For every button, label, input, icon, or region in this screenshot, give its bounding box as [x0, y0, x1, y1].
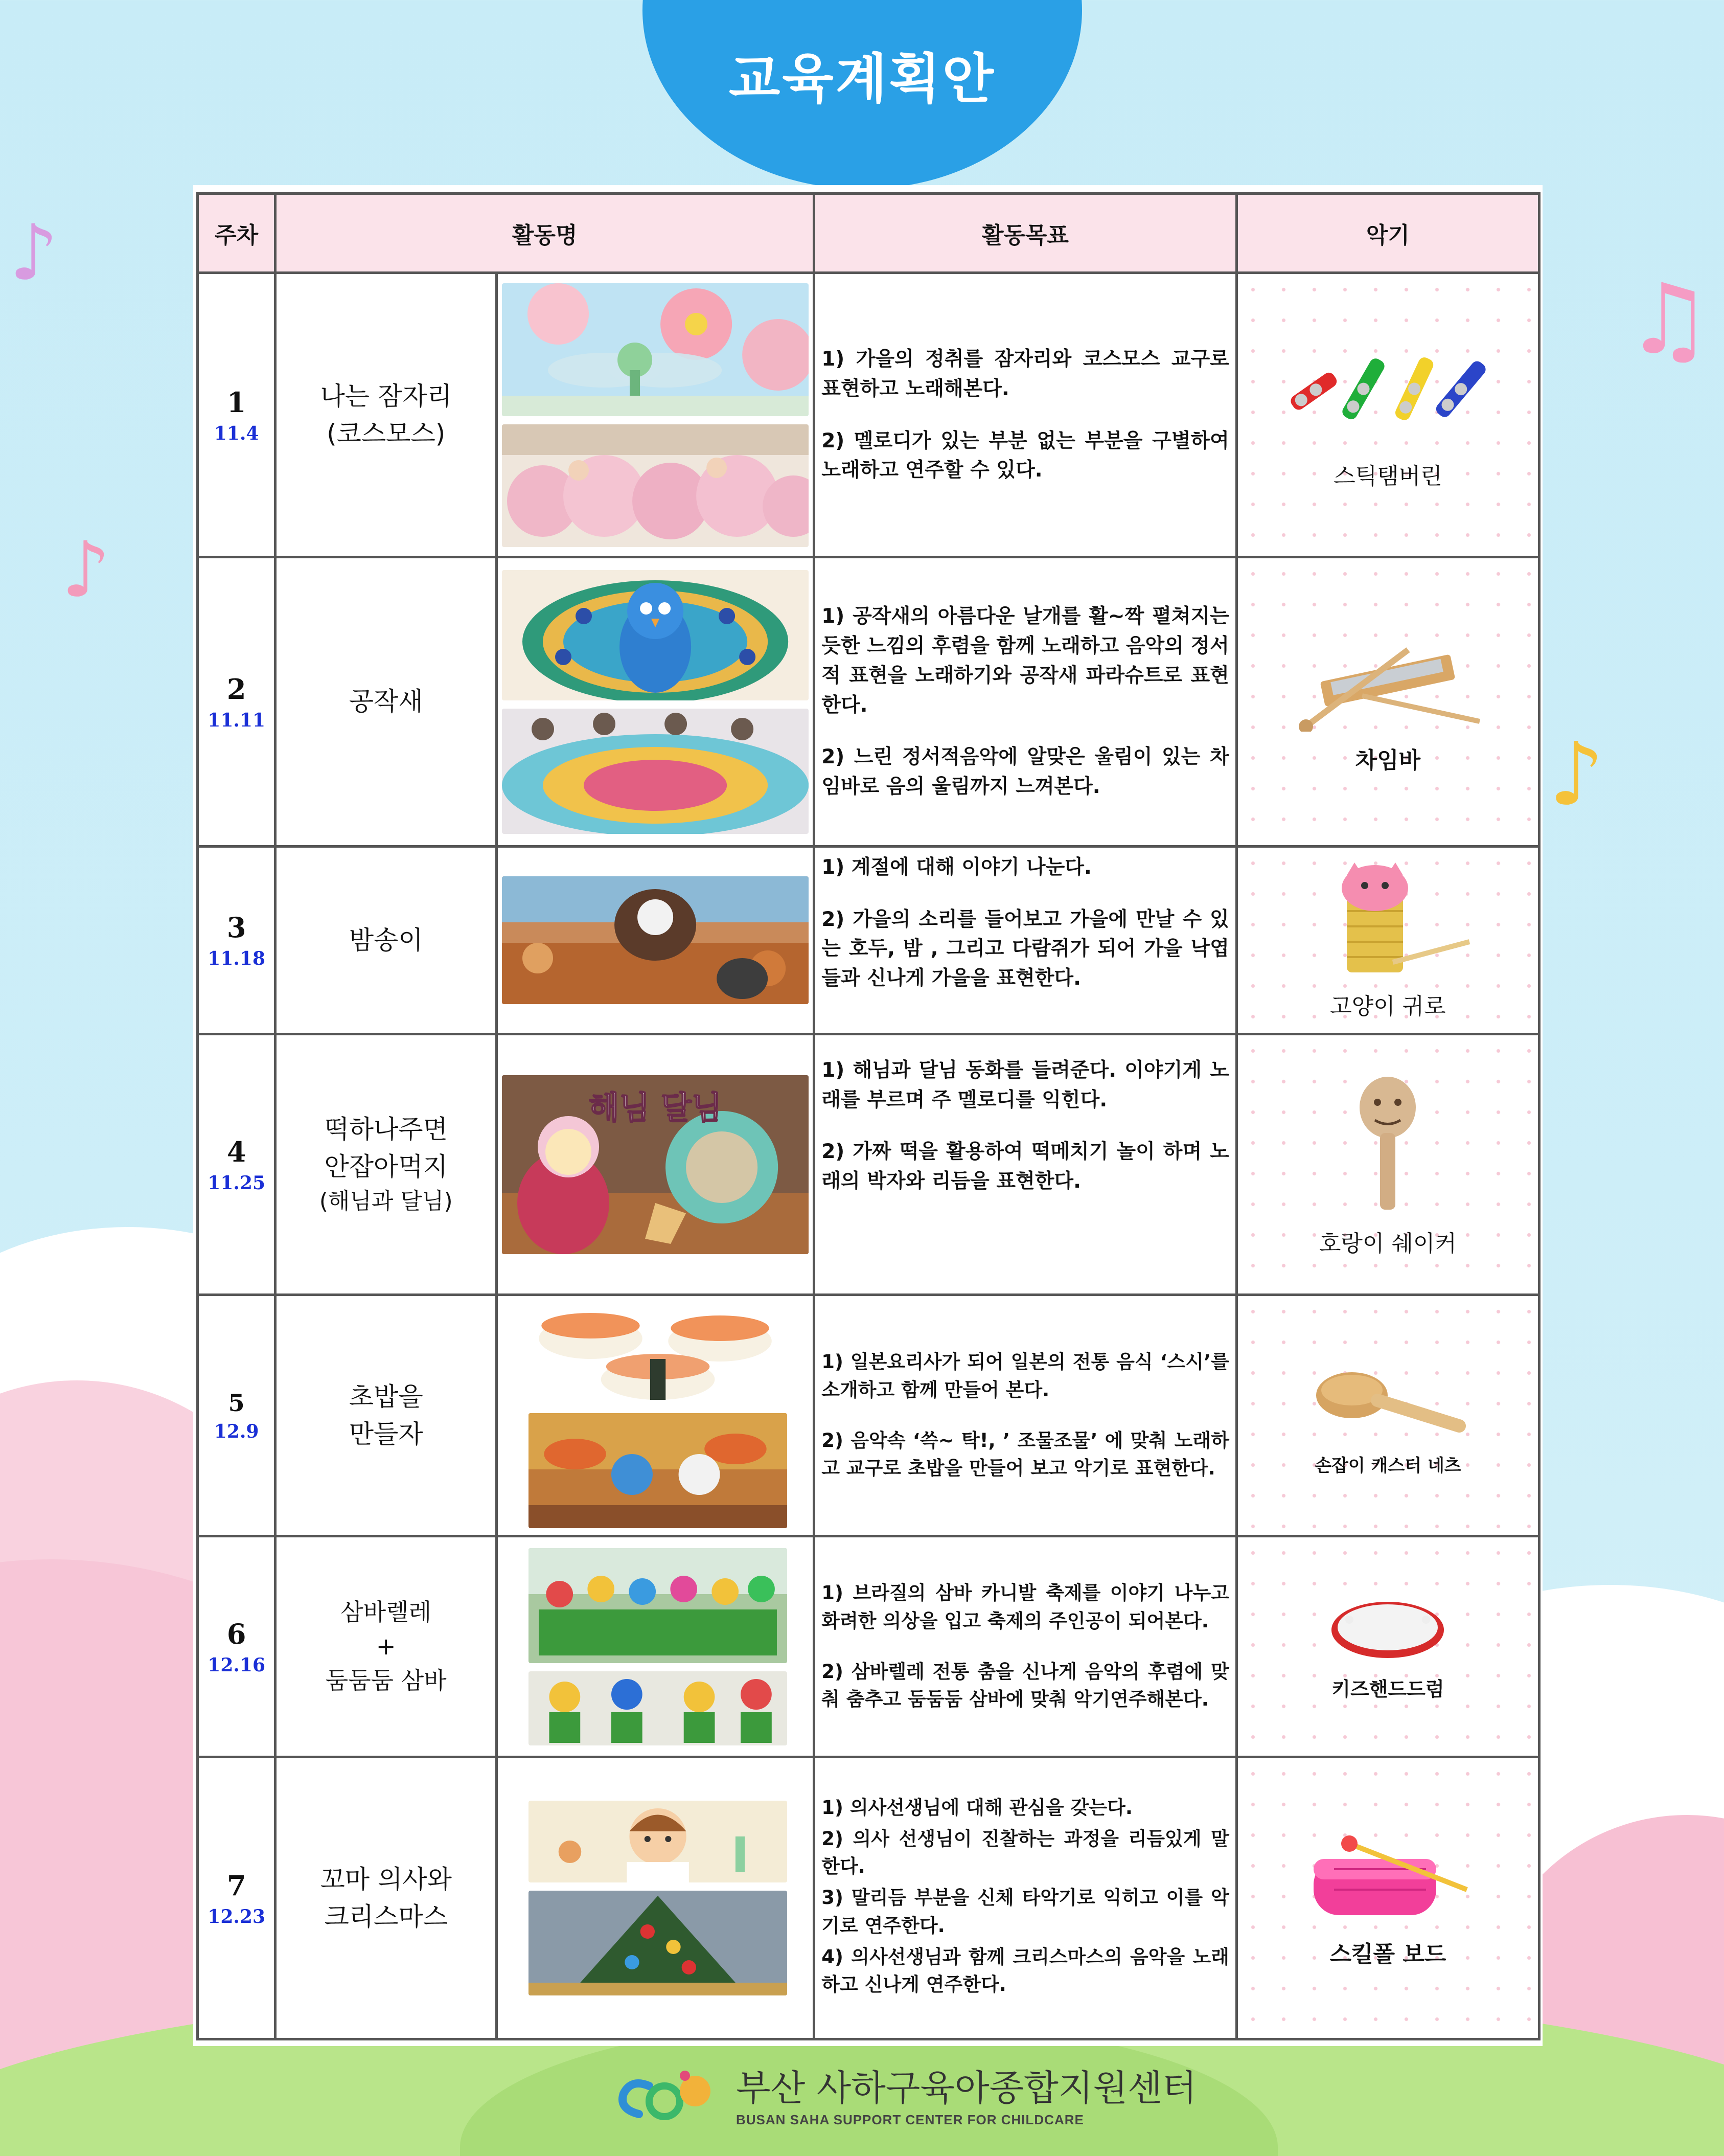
- activity-photos: [497, 1034, 814, 1295]
- cat-guiro-icon: [1238, 860, 1538, 978]
- instrument-name: 고양이 귀로: [1330, 993, 1446, 1019]
- sushi-illustration: [528, 1303, 787, 1405]
- footer-org-name-en: BUSAN SAHA SUPPORT CENTER FOR CHILDCARE: [736, 2112, 1084, 2127]
- header-week: 주차: [198, 194, 275, 273]
- instrument-cell: [1236, 1295, 1539, 1536]
- table-row: [198, 1536, 1539, 1757]
- header-instrument: 악기: [1236, 194, 1539, 273]
- week-cell: [198, 847, 275, 1034]
- week-number: 7: [226, 1869, 246, 1902]
- activity-goals: 1) 공작새의 아름다운 날개를 활~짝 펼쳐지는 듯한 느낌의 후렴을 함께 노래하고 음악의 정서적 표현을 노래하기와 공작새 파라슈트로 표현한다. 2) 느린 정서적음악에 알맞은 울림이 있는 차임바로 음의 울림까지 느껴본다.: [814, 557, 1237, 847]
- activity-name: 삼바렐레 + 둠둠둠 삼바: [275, 1536, 497, 1757]
- activity-photos: [497, 1536, 814, 1757]
- activity-photos: [497, 557, 814, 847]
- week-cell: [198, 557, 275, 847]
- activity-photos: [497, 1295, 814, 1536]
- week-date: 11.25: [208, 1172, 265, 1194]
- samba-costume-photo: [528, 1548, 787, 1663]
- music-note-icon: ♪: [61, 526, 110, 615]
- peacock-parachute-photo: [502, 709, 809, 834]
- week-cell: [198, 1034, 275, 1295]
- music-notes-icon: ♫: [1625, 263, 1713, 376]
- activity-goals: 1) 일본요리사가 되어 일본의 전통 음식 ‘스시’를 소개하고 함께 만들어 본다. 2) 음악속 ‘쓱~ 탁!, ’ 조물조물’ 에 맞춰 노래하고 교구로 초밥을 만들어 보고 악기로 표현한다.: [814, 1295, 1237, 1536]
- table-row: [198, 1757, 1539, 2039]
- music-note-icon: ♪: [9, 209, 58, 298]
- lesson-plan-table: [196, 192, 1541, 2040]
- header-goal: 활동목표: [814, 194, 1237, 273]
- activity-goals: 1) 브라질의 삼바 카니발 축제를 이야기 나누고 화려한 의상을 입고 축제의 주인공이 되어본다. 2) 삼바렐레 전통 춤을 신나게 음악의 후렴에 맞춰 춤추고 둠둠둠 삼바에 맞춰 악기연주해본다.: [814, 1536, 1237, 1757]
- activity-goals: 1) 해님과 달님 동화를 들려준다. 이야기게 노래를 부르며 주 멜로디를 익힌다. 2) 가짜 떡을 활용하여 떡메치기 놀이 하며 노래의 박자와 리듬을 표현한다.: [814, 1034, 1237, 1295]
- activity-photos: [497, 273, 814, 557]
- instrument-cell: [1236, 1034, 1539, 1295]
- activity-name: 초밥을 만들자: [275, 1295, 497, 1536]
- music-note-icon: ♪: [1549, 724, 1604, 825]
- instrument-name: 키즈핸드드럼: [1331, 1678, 1444, 1700]
- table-row: [198, 273, 1539, 557]
- sushi-activity-photo: [528, 1413, 787, 1528]
- week-date: 11.11: [208, 709, 265, 731]
- activity-name: 밤송이: [275, 847, 497, 1034]
- center-logo-icon: [608, 2063, 726, 2124]
- activity-photos: [497, 1757, 814, 2039]
- activity-name: 나는 잠자리 (코스모스): [275, 273, 497, 557]
- week-cell: [198, 1757, 275, 2039]
- activity-name: 떡하나주면 안잡아먹지 (해님과 달님): [275, 1034, 497, 1295]
- table-row: [198, 847, 1539, 1034]
- activity-goals: 1) 계절에 대해 이야기 나눈다. 2) 가을의 소리를 들어보고 가을에 만날 수 있는 호두, 밤 , 그리고 다람쥐가 되어 가을 낙엽들과 신나게 가을을 표현한다.: [814, 847, 1237, 1034]
- week-date: 12.16: [208, 1654, 265, 1676]
- page-title: 교육계획안: [728, 48, 996, 110]
- table-row: [198, 557, 1539, 847]
- skill-pole-board-icon: [1238, 1828, 1538, 1925]
- samba-dance-photo: [528, 1671, 787, 1745]
- week-date: 12.9: [214, 1420, 259, 1442]
- instrument-name: 차임바: [1355, 747, 1421, 774]
- instrument-cell: [1236, 1536, 1539, 1757]
- activity-name: 공작새: [275, 557, 497, 847]
- instrument-name: 호랑이 쉐이커: [1319, 1230, 1457, 1257]
- peacock-illustration: [502, 570, 809, 700]
- christmas-tree-photo: [528, 1891, 787, 1995]
- week-number: 2: [226, 672, 246, 706]
- activity-photos: [497, 847, 814, 1034]
- week-number: 3: [226, 911, 246, 944]
- activity-name: 꼬마 의사와 크리스마스: [275, 1757, 497, 2039]
- chestnut-activity-photo: [502, 876, 809, 1004]
- instrument-cell: [1236, 847, 1539, 1034]
- instrument-cell: [1236, 273, 1539, 557]
- cosmos-activity-photo: [502, 424, 809, 547]
- footer-org-name: 부산 사하구육아종합지원센터: [736, 2067, 1197, 2109]
- sun-moon-activity-photo: [502, 1075, 809, 1254]
- kids-hand-drum-icon: [1238, 1592, 1538, 1663]
- activity-goals: 1) 의사선생님에 대해 관심을 갖는다. 2) 의사 선생님이 진찰하는 과정을 리듬있게 말한다. 3) 말리듬 부분을 신체 타악기로 익히고 이를 악기로 연주한다. 4) 의사선생님과 함께 크리스마스의 음악을 노래하고 신나게 연주한다.: [814, 1757, 1237, 2039]
- instrument-name: 스틱탬버린: [1334, 463, 1442, 489]
- stick-tambourine-icon: [1238, 340, 1538, 447]
- instrument-name: 손잡이 캐스터 네츠: [1315, 1456, 1461, 1476]
- week-number: 4: [226, 1135, 246, 1168]
- week-date: 11.4: [214, 422, 259, 444]
- handle-castanets-icon: [1238, 1354, 1538, 1441]
- week-cell: [198, 273, 275, 557]
- instrument-cell: [1236, 557, 1539, 847]
- week-number: 5: [228, 1389, 245, 1417]
- week-date: 11.18: [208, 948, 265, 969]
- week-number: 1: [226, 385, 246, 419]
- week-cell: [198, 1536, 275, 1757]
- chime-bar-icon: [1238, 629, 1538, 732]
- table-row: [198, 1295, 1539, 1536]
- instrument-cell: [1236, 1757, 1539, 2039]
- table-row: [198, 1034, 1539, 1295]
- tiger-shaker-icon: [1238, 1072, 1538, 1215]
- activity-goals: 1) 가을의 정취를 잠자리와 코스모스 교구로 표현하고 노래해본다. 2) 멜로디가 있는 부분 없는 부분을 구별하여 노래하고 연주할 수 있다.: [814, 273, 1237, 557]
- footer-logo: [608, 2060, 1197, 2127]
- week-cell: [198, 1295, 275, 1536]
- instrument-name: 스킬폴 보드: [1329, 1941, 1446, 1967]
- week-date: 12.23: [208, 1905, 265, 1927]
- table-header-row: [198, 194, 1539, 273]
- photo-caption: 해님 달님: [588, 1088, 722, 1126]
- dragonfly-cosmos-photo: [502, 283, 809, 416]
- title-bubble: [642, 0, 1082, 189]
- week-number: 6: [226, 1617, 246, 1650]
- doctor-illustration: [528, 1801, 787, 1882]
- header-activity: 활동명: [275, 194, 814, 273]
